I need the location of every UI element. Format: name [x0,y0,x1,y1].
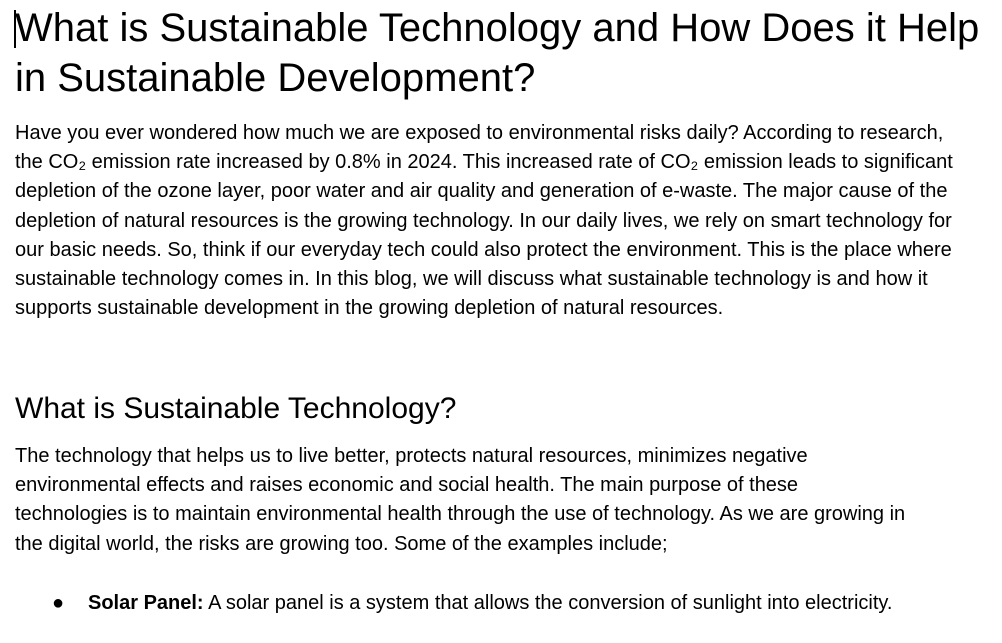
article-title: What is Sustainable Technology and How Does it Help in Sustainable Development? [15,6,980,100]
intro-paragraph: Have you ever wondered how much we are exposed to environmental risks daily? According to research, the CO₂ emission rate increased by 0.8% in 2024. This increased rate of CO₂ emission leads to significant depletion of the ozone layer, poor water and air quality and generation of e-waste. The major cause of the depletion of natural resources is the growing technology. In our daily lives, we rely on smart technology for our basic needs. So, think if our everyday tech could also protect the environment. This is the place where sustainable technology comes in. In this blog, we will discuss what sustainable technology is and how it supports sustainable development in the growing depletion of natural resources. [15,122,953,320]
examples-list [0,589,1002,618]
example-text: A solar panel is a system that allows the conversion of sunlight into electricity. [203,592,893,614]
bullet-icon: ● [52,592,65,614]
section-heading: What is Sustainable Technology? [15,392,457,425]
example-term: Solar Panel: [88,592,204,614]
list-item [0,589,898,618]
section-paragraph: The technology that helps us to live better, protects natural resources, minimizes negative environmental effects and raises economic and social health. The main purpose of these technologies is to maintain environmental health through the use of technology. As we are growing in the digital world, the risks are growing too. Some of the examples include; [15,445,906,555]
